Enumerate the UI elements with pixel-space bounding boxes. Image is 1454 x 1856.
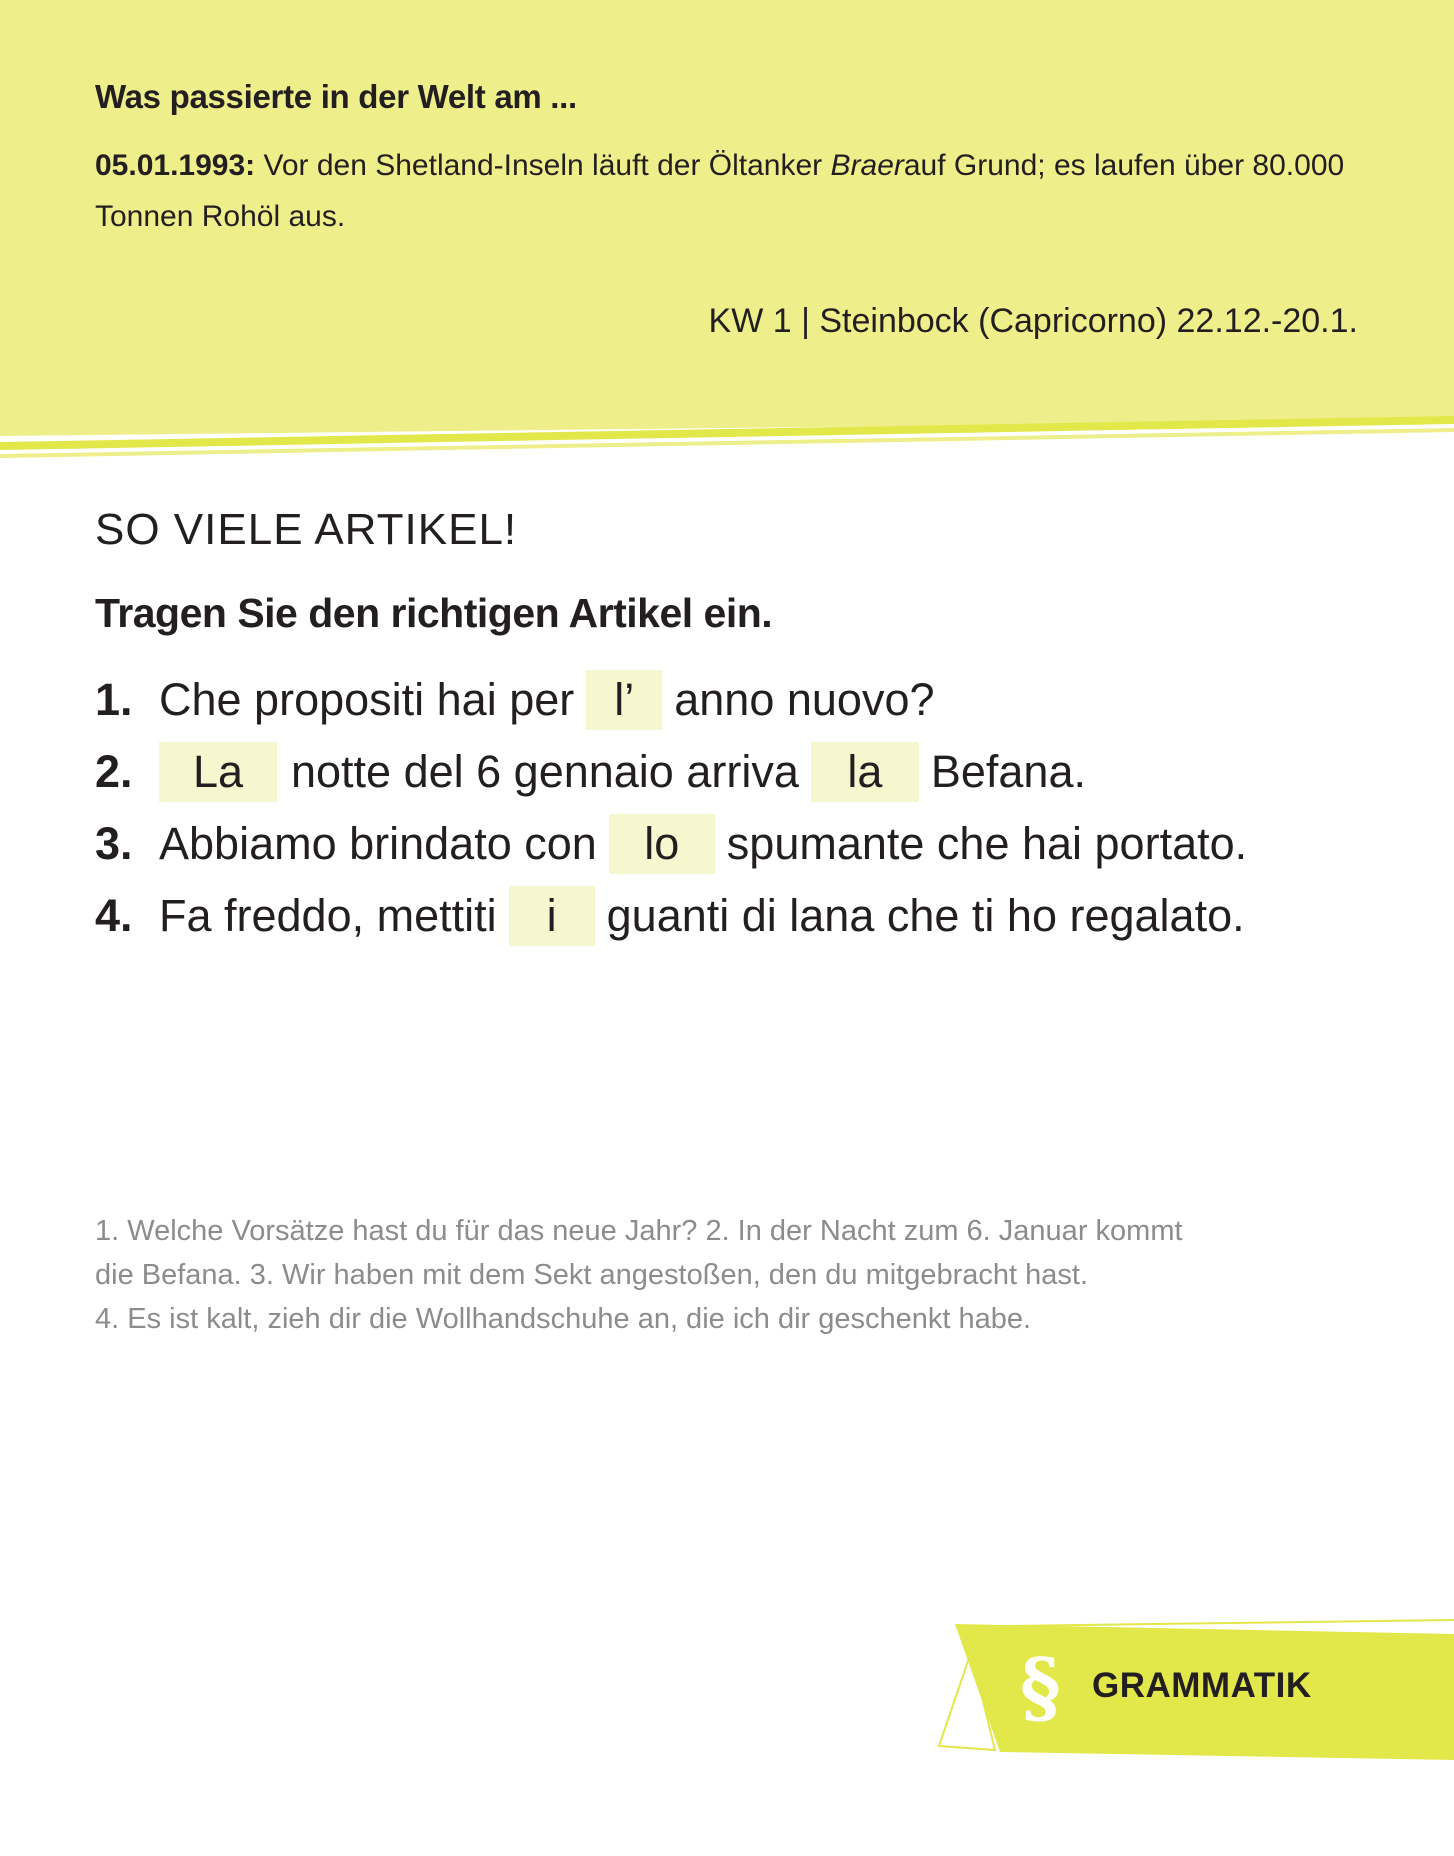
item-text-before: Fa freddo, mettiti (159, 890, 497, 941)
item-text-middle: notte del 6 gennaio arriva (291, 746, 799, 797)
history-text-after: auf Grund; es laufen über 80.000 Tonnen Rohöl aus. (95, 149, 1345, 233)
item-text-after: spumante che hai portato. (726, 818, 1248, 869)
exercise-item (95, 664, 1247, 736)
item-text-before: Abbiamo brindato con (159, 818, 597, 869)
item-text-after: guanti di lana che ti ho regalato. (606, 890, 1245, 941)
decorative-swoosh (0, 388, 1454, 478)
category-label: GRAMMATIK (1092, 1666, 1312, 1705)
exercise-item (95, 808, 1247, 880)
translation-line: die Befana. 3. Wir haben mit dem Sekt angestoßen, den du mitgebracht hast. (95, 1259, 1089, 1291)
section-sign-icon: § (1020, 1642, 1061, 1733)
answer-gap[interactable]: La (159, 742, 277, 802)
exercise-item (95, 736, 1247, 808)
exercise-list (95, 664, 1247, 952)
history-ship-name: Braer (830, 149, 904, 182)
answer-gap[interactable]: la (811, 742, 919, 802)
translation-line: 4. Es ist kalt, zieh dir die Wollhandschuhe an, die ich dir geschenkt habe. (95, 1303, 1032, 1335)
translation-block (95, 1209, 1315, 1341)
item-number: 1. (95, 674, 133, 725)
item-number: 3. (95, 818, 133, 869)
answer-gap[interactable]: i (509, 886, 595, 946)
history-text-before: Vor den Shetland-Inseln läuft der Öltanker (263, 149, 823, 182)
item-text-before: Che propositi hai per (159, 674, 575, 725)
section-title: SO VIELE ARTIKEL! (95, 505, 518, 554)
history-date: 05.01.1993: (95, 149, 256, 182)
item-number: 4. (95, 890, 133, 941)
translation-line: 1. Welche Vorsätze hast du für das neue Jahr? 2. In der Nacht zum 6. Januar kommt (95, 1215, 1183, 1247)
item-text-after: Befana. (930, 746, 1086, 797)
item-number: 2. (95, 746, 133, 797)
week-info: KW 1 | Steinbock (Capricorno) 22.12.-20.1. (708, 302, 1358, 340)
history-title: Was passierte in der Welt am ... (95, 78, 577, 115)
answer-gap[interactable]: l’ (586, 670, 662, 730)
instruction: Tragen Sie den richtigen Artikel ein. (95, 590, 773, 636)
history-text (95, 140, 1355, 242)
exercise-item (95, 880, 1247, 952)
item-text-after: anno nuovo? (674, 674, 935, 725)
answer-gap[interactable]: lo (609, 814, 715, 874)
